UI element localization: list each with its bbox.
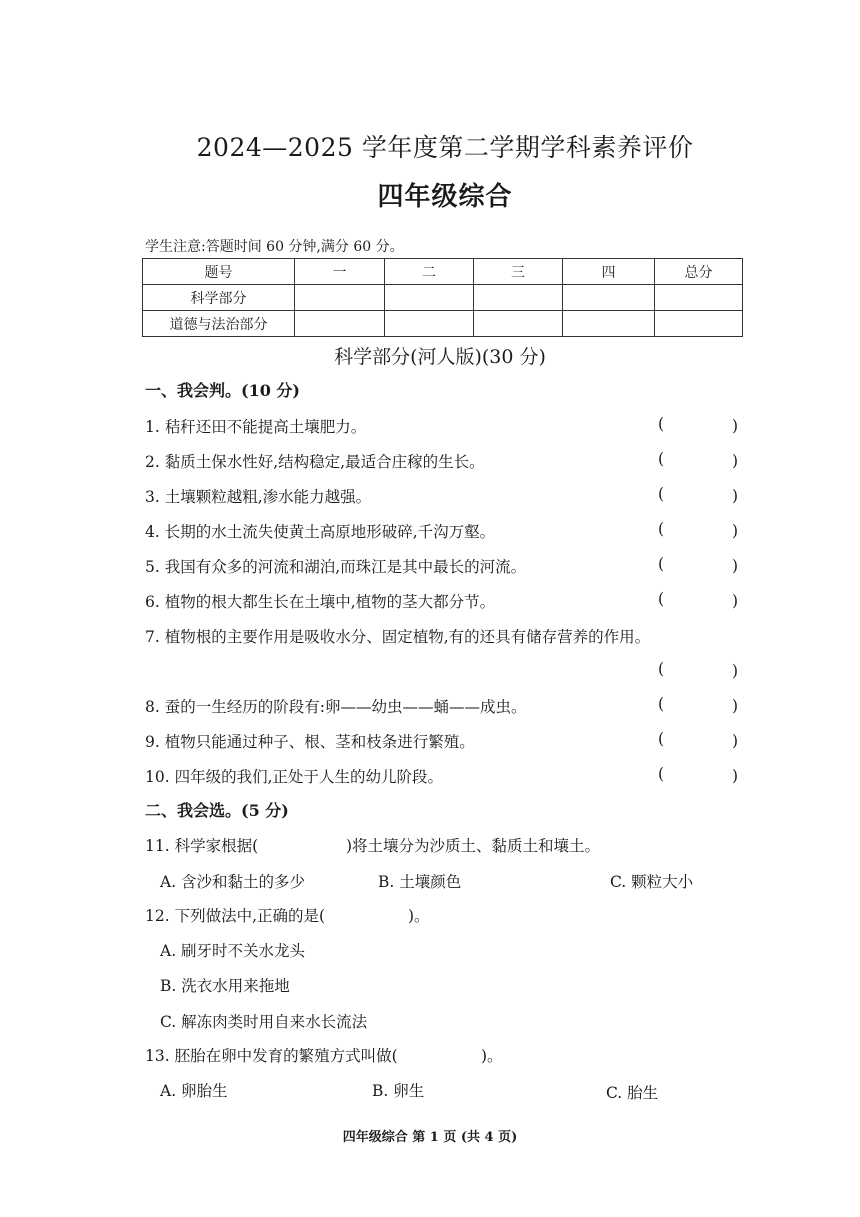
answer-paren-close: ) — [732, 592, 739, 610]
choice-option: C. 解冻肉类时用自来水长流法 — [160, 1013, 368, 1031]
answer-paren-close: ) — [732, 522, 739, 540]
choice-option: B. 土壤颜色 — [378, 873, 462, 891]
answer-paren-open: ( — [658, 520, 665, 538]
score-row-label: 道德与法治部分 — [143, 311, 295, 337]
judge-question: 9. 植物只能通过种子、根、茎和枝条进行繁殖。 — [145, 733, 475, 751]
answer-paren-open: ( — [658, 765, 665, 783]
score-table — [142, 258, 743, 337]
choice-option: B. 洗衣水用来拖地 — [160, 977, 290, 995]
science-section-title: 科学部分(河人版)(30 分) — [334, 346, 546, 368]
choice-option: C. 胎生 — [606, 1084, 659, 1102]
choice-question-stem: 11. 科学家根据( — [145, 837, 259, 855]
score-row-label: 科学部分 — [143, 285, 295, 311]
answer-paren-open: ( — [658, 660, 665, 678]
answer-paren-close: ) — [732, 487, 739, 505]
answer-paren-close: ) — [732, 452, 739, 470]
choice-option: C. 颗粒大小 — [610, 873, 694, 891]
answer-paren-close: ) — [732, 767, 739, 785]
answer-paren-open: ( — [658, 695, 665, 713]
score-cell[interactable] — [385, 285, 474, 311]
judge-question: 10. 四年级的我们,正处于人生的幼儿阶段。 — [145, 768, 444, 786]
score-header-cell: 题号 — [143, 259, 295, 285]
exam-title: 2024—2025 学年度第二学期学科素养评价 — [196, 133, 694, 162]
choice-option: B. 卵生 — [372, 1082, 425, 1100]
part2-heading: 二、我会选。(5 分) — [145, 801, 289, 820]
judge-question: 5. 我国有众多的河流和湖泊,而珠江是其中最长的河流。 — [145, 558, 527, 576]
score-header-cell: 二 — [385, 259, 474, 285]
score-header-cell: 总分 — [655, 259, 743, 285]
score-header-cell: 四 — [563, 259, 655, 285]
choice-question-stem-end: )。 — [408, 907, 430, 925]
score-header-cell: 一 — [295, 259, 385, 285]
part1-heading: 一、我会判。(10 分) — [145, 381, 300, 400]
choice-option: A. 刷牙时不关水龙头 — [160, 942, 306, 960]
answer-paren-open: ( — [658, 590, 665, 608]
answer-paren-open: ( — [658, 450, 665, 468]
answer-paren-close: ) — [732, 697, 739, 715]
score-table-row — [143, 285, 743, 311]
choice-question-stem-end: )将土壤分为沙质土、黏质土和壤土。 — [346, 837, 601, 855]
judge-question: 2. 黏质土保水性好,结构稳定,最适合庄稼的生长。 — [145, 453, 485, 471]
judge-question: 7. 植物根的主要作用是吸收水分、固定植物,有的还具有储存营养的作用。 — [145, 628, 651, 646]
judge-question: 3. 土壤颗粒越粗,渗水能力越强。 — [145, 488, 372, 506]
score-cell[interactable] — [295, 311, 385, 337]
score-header-cell: 三 — [474, 259, 563, 285]
exam-subtitle: 四年级综合 — [377, 182, 513, 212]
score-cell[interactable] — [474, 311, 563, 337]
answer-paren-close: ) — [732, 732, 739, 750]
answer-paren-open: ( — [658, 730, 665, 748]
score-cell[interactable] — [385, 311, 474, 337]
judge-question: 4. 长期的水土流失使黄土高原地形破碎,千沟万壑。 — [145, 523, 496, 541]
choice-question-stem: 12. 下列做法中,正确的是( — [145, 907, 326, 925]
page-footer: 四年级综合 第 1 页 (共 4 页) — [342, 1130, 518, 1145]
answer-paren-close: ) — [732, 557, 739, 575]
answer-paren-open: ( — [658, 555, 665, 573]
choice-option: A. 卵胎生 — [160, 1082, 228, 1100]
judge-question: 6. 植物的根大都生长在土壤中,植物的茎大都分节。 — [145, 593, 496, 611]
judge-question: 1. 秸秆还田不能提高土壤肥力。 — [145, 418, 367, 436]
score-table-row — [143, 311, 743, 337]
answer-paren-close: ) — [732, 417, 739, 435]
score-cell[interactable] — [295, 285, 385, 311]
student-notice: 学生注意:答题时间 60 分钟,满分 60 分。 — [145, 239, 404, 255]
answer-paren-open: ( — [658, 485, 665, 503]
score-cell[interactable] — [655, 311, 743, 337]
score-cell[interactable] — [655, 285, 743, 311]
score-cell[interactable] — [474, 285, 563, 311]
score-cell[interactable] — [563, 311, 655, 337]
answer-paren-open: ( — [658, 415, 665, 433]
answer-paren-close: ) — [732, 662, 739, 680]
choice-question-stem-end: )。 — [481, 1047, 503, 1065]
choice-question-stem: 13. 胚胎在卵中发育的繁殖方式叫做( — [145, 1047, 398, 1065]
judge-question: 8. 蚕的一生经历的阶段有:卵——幼虫——蛹——成虫。 — [145, 698, 527, 716]
score-cell[interactable] — [563, 285, 655, 311]
choice-option: A. 含沙和黏土的多少 — [160, 873, 306, 891]
score-table-header-row — [143, 259, 743, 285]
